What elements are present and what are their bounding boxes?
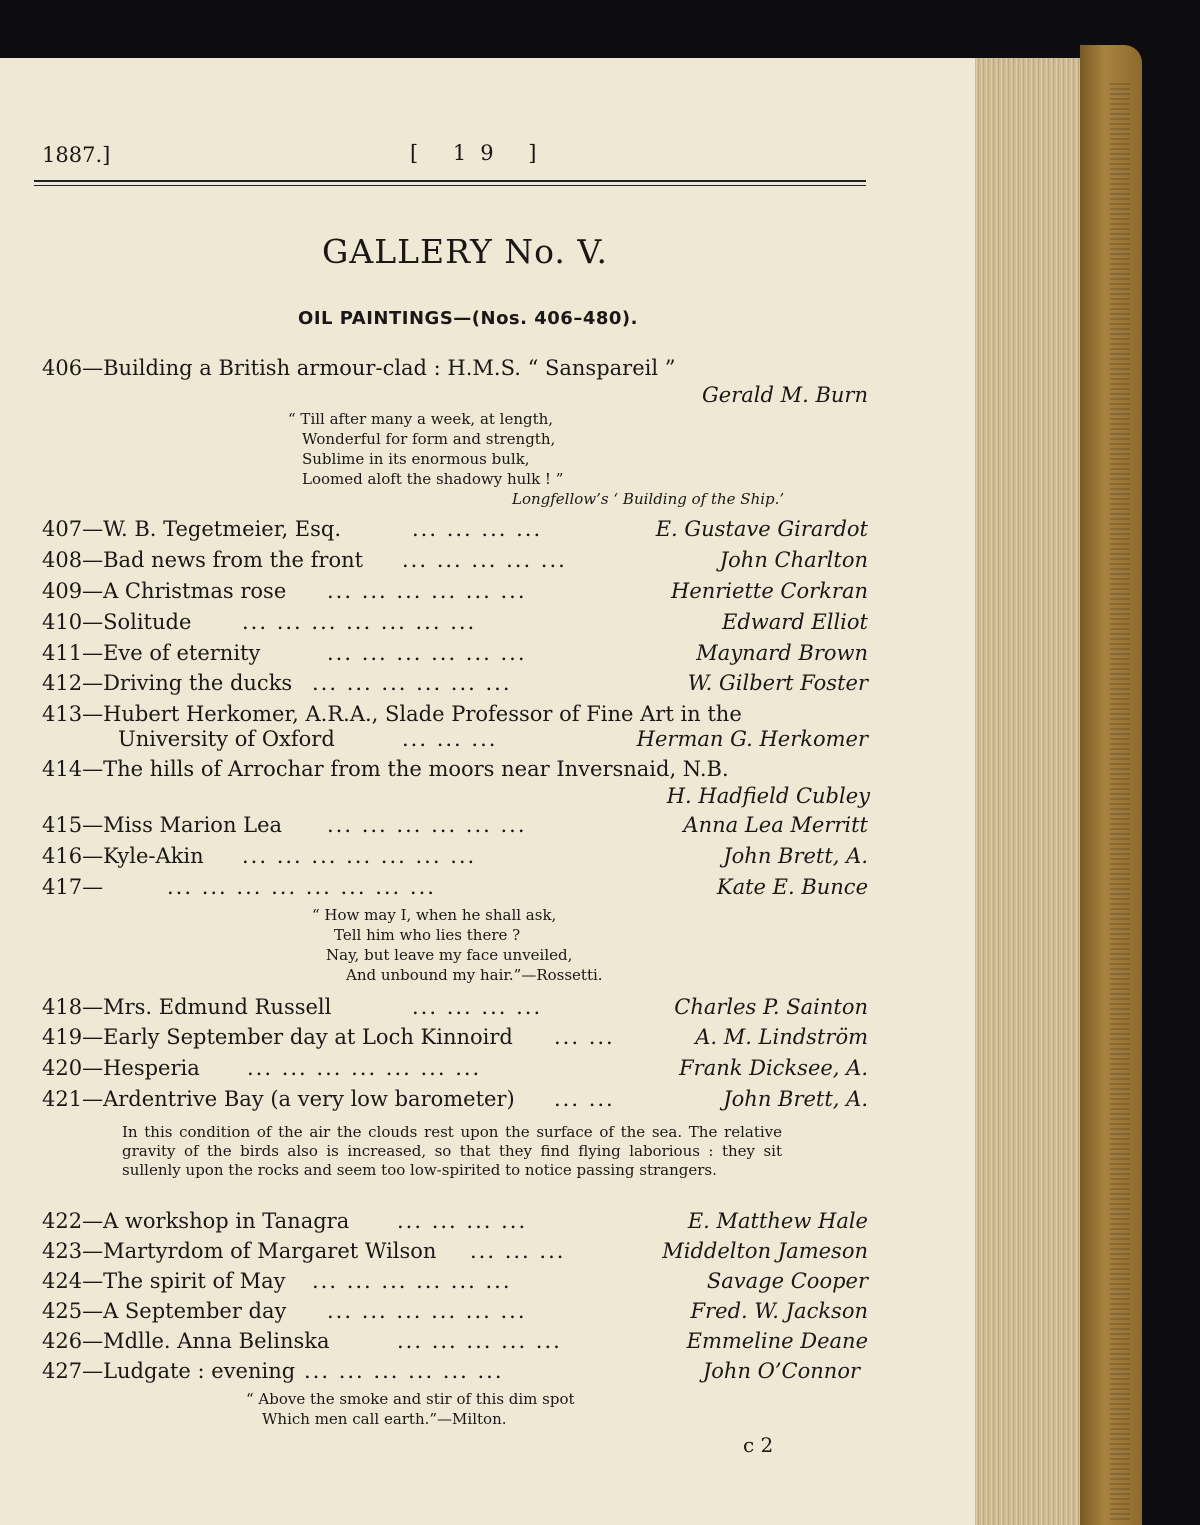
catalogue-entry	[42, 875, 868, 903]
entry-title: 420—Hesperia	[42, 1056, 200, 1080]
leader-dots: ... ... ... ... ...	[397, 1329, 562, 1353]
leader-dots: ... ... ... ...	[397, 1209, 528, 1233]
catalogue-entry	[42, 995, 868, 1023]
catalogue-entry	[42, 727, 868, 755]
entry-artist: John Charlton	[719, 548, 868, 572]
entry-artist: E. Matthew Hale	[687, 1209, 868, 1233]
leader-dots: ... ... ... ... ... ...	[327, 1299, 527, 1323]
section-subtitle: OIL PAINTINGS—(Nos. 406–480).	[298, 308, 638, 329]
entry-artist: John Brett, A.	[723, 844, 868, 868]
entry-artist: Maynard Brown	[696, 641, 868, 665]
header-rule-thin	[34, 185, 866, 186]
header-page-number: [ 19 ]	[410, 141, 551, 165]
leader-dots: ... ... ...	[470, 1239, 566, 1263]
catalogue-entry	[42, 1209, 868, 1237]
catalogue-entry	[42, 1329, 868, 1357]
catalogue-entry	[42, 1056, 868, 1084]
catalogue-entry	[42, 1269, 868, 1297]
entry-title: 411—Eve of eternity	[42, 641, 261, 665]
entry-artist: John Brett, A.	[723, 1087, 868, 1111]
quote-line: Loomed aloft the shadowy hulk ! ”	[302, 470, 564, 488]
signature-mark: c 2	[743, 1433, 774, 1457]
entry-title: 409—A Christmas rose	[42, 579, 287, 603]
entry-artist: Fred. W. Jackson	[690, 1299, 868, 1323]
quote-line: “ Above the smoke and stir of this dim spot	[246, 1390, 575, 1408]
leader-dots: ... ...	[554, 1087, 615, 1111]
entry-artist: E. Gustave Girardot	[655, 517, 868, 541]
quote-line: Which men call earth.”—Milton.	[262, 1410, 507, 1428]
entry-title: 418—Mrs. Edmund Russell	[42, 995, 332, 1019]
entry-title: 410—Solitude	[42, 610, 192, 634]
entry-414-artist: H. Hadfield Cubley	[666, 784, 870, 808]
leader-dots: ... ... ... ... ...	[402, 548, 567, 572]
leader-dots: ... ... ... ... ... ... ...	[242, 610, 477, 634]
catalogue-entry	[42, 517, 868, 545]
entry-title: 424—The spirit of May	[42, 1269, 286, 1293]
entry-406-artist: Gerald M. Burn	[702, 383, 868, 407]
quote-attribution: Longfellow’s ‘ Building of the Ship.’	[512, 490, 785, 508]
entry-artist: John O’Connor	[702, 1359, 860, 1383]
entry-artist: Anna Lea Merritt	[683, 813, 868, 837]
catalogue-entry	[42, 610, 868, 638]
entry-artist: Middelton Jameson	[662, 1239, 868, 1263]
entry-421-note: In this condition of the air the clouds rest upon the surface of the sea. The relative gravity of the birds also is increased, so that they find flying laborious : they sit sullenly upon the rocks and seem too low-spirited to notice passing strangers.	[122, 1123, 782, 1179]
leader-dots: ... ... ... ... ... ... ...	[247, 1056, 482, 1080]
entry-title: 425—A September day	[42, 1299, 287, 1323]
entry-title: 408—Bad news from the front	[42, 548, 364, 572]
entry-title: 421—Ardentrive Bay (a very low barometer)	[42, 1087, 515, 1111]
entry-artist: Emmeline Deane	[686, 1329, 868, 1353]
entry-406-title: 406—Building a British armour-clad : H.M.S. “ Sanspareil ”	[42, 356, 676, 380]
entry-artist: Kate E. Bunce	[716, 875, 868, 899]
entry-title: 416—Kyle-Akin	[42, 844, 204, 868]
quote-line: Sublime in its enormous bulk,	[302, 450, 530, 468]
page-title: GALLERY No. V.	[322, 232, 608, 271]
leader-dots: ... ... ... ... ... ...	[304, 1359, 504, 1383]
quote-line: “ How may I, when he shall ask,	[312, 906, 557, 924]
catalogue-entry	[42, 1025, 868, 1053]
catalogue-entry	[42, 641, 868, 669]
entry-title: 412—Driving the ducks	[42, 671, 293, 695]
catalogue-entry	[42, 548, 868, 576]
leader-dots: ... ... ... ... ... ... ... ...	[167, 875, 436, 899]
leader-dots: ... ... ... ...	[412, 995, 543, 1019]
entry-title: 422—A workshop in Tanagra	[42, 1209, 350, 1233]
quote-line: Nay, but leave my face unveiled,	[326, 946, 573, 964]
catalogue-entry	[42, 813, 868, 841]
entry-artist: Edward Elliot	[722, 610, 868, 634]
entry-title: 427—Ludgate : evening	[42, 1359, 296, 1383]
entry-title: 407—W. B. Tegetmeier, Esq.	[42, 517, 342, 541]
entry-title: 419—Early September day at Loch Kinnoird	[42, 1025, 513, 1049]
entry-artist: W. Gilbert Foster	[687, 671, 868, 695]
leader-dots: ... ... ... ... ... ...	[312, 671, 512, 695]
quote-line: “ Till after many a week, at length,	[288, 410, 554, 428]
quote-line: And unbound my hair.”—Rossetti.	[346, 966, 603, 984]
entry-artist: Charles P. Sainton	[674, 995, 868, 1019]
leader-dots: ... ... ... ... ... ...	[327, 579, 527, 603]
entry-artist: Henriette Corkran	[671, 579, 868, 603]
entry-title: 426—Mdlle. Anna Belinska	[42, 1329, 330, 1353]
header-year: 1887.]	[42, 143, 111, 167]
catalogue-entry	[42, 1299, 868, 1327]
catalogue-entry	[42, 1239, 868, 1267]
catalogue-entry	[42, 671, 868, 699]
leader-dots: ... ... ...	[402, 727, 498, 751]
entry-title: 423—Martyrdom of Margaret Wilson	[42, 1239, 437, 1263]
entry-artist: Frank Dicksee, A.	[679, 1056, 868, 1080]
catalogue-entry	[42, 844, 868, 872]
quote-line: Wonderful for form and strength,	[302, 430, 556, 448]
quote-line: Tell him who lies there ?	[334, 926, 521, 944]
leader-dots: ... ... ... ...	[412, 517, 543, 541]
entry-414-title: 414—The hills of Arrochar from the moors near Inversnaid, N.B.	[42, 757, 729, 781]
catalogue-entry	[42, 1359, 860, 1387]
header-rule	[34, 180, 866, 182]
entry-413-title: 413—Hubert Herkomer, A.R.A., Slade Professor of Fine Art in the	[42, 702, 742, 726]
entry-title: 417—	[42, 875, 104, 899]
leader-dots: ... ... ... ... ... ...	[327, 641, 527, 665]
leader-dots: ... ... ... ... ... ...	[327, 813, 527, 837]
entry-artist: Savage Cooper	[706, 1269, 868, 1293]
leader-dots: ... ... ... ... ... ... ...	[242, 844, 477, 868]
catalogue-entry	[42, 579, 868, 607]
leader-dots: ... ...	[554, 1025, 615, 1049]
catalogue-entry	[42, 1087, 868, 1115]
leader-dots: ... ... ... ... ... ...	[312, 1269, 512, 1293]
entry-title-continued: University of Oxford	[118, 727, 335, 751]
entry-artist: Herman G. Herkomer	[636, 727, 868, 751]
entry-artist: A. M. Lindström	[695, 1025, 868, 1049]
entry-title: 415—Miss Marion Lea	[42, 813, 283, 837]
